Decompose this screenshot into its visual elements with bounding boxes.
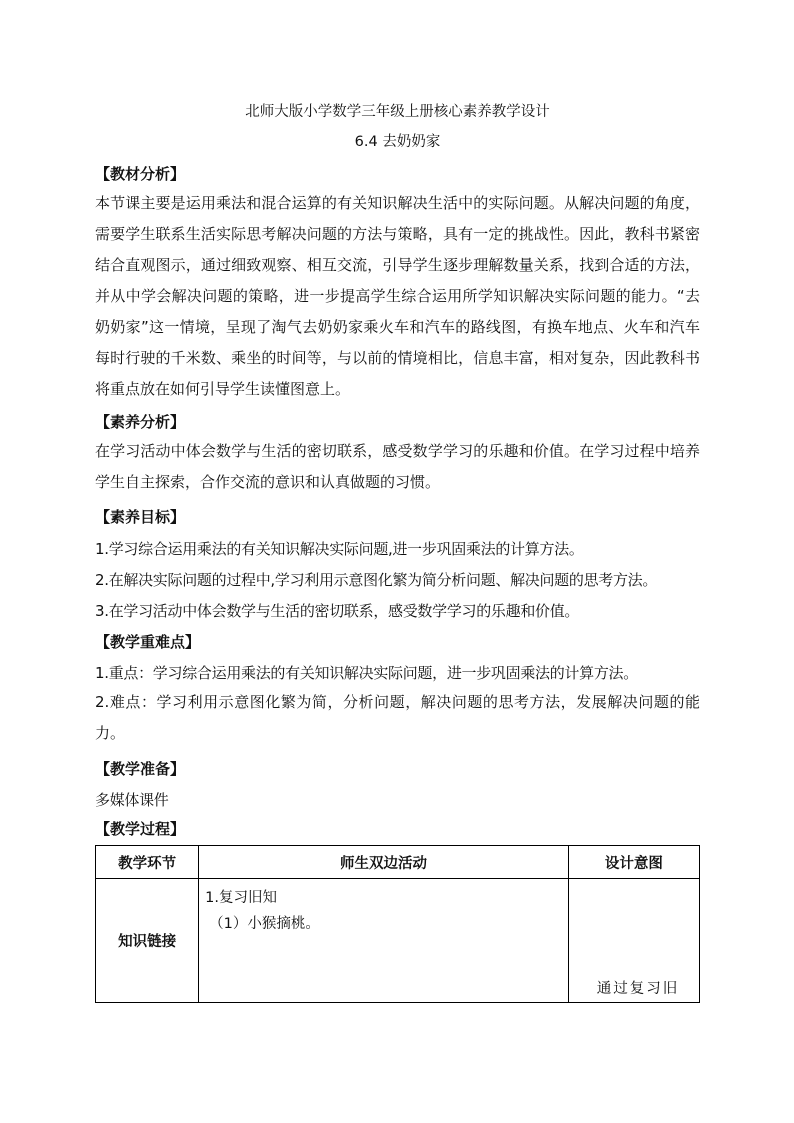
goal-item-2: 2.在解决实际问题的过程中,学习利用示意图化繁为简分析问题、解决问题的思考方法。 xyxy=(95,571,658,589)
key-point-item: 1.重点：学习综合运用乘法的有关知识解决实际问题，进一步巩固乘法的计算方法。 xyxy=(95,664,638,682)
section-cell: 知识链接 xyxy=(96,879,199,1003)
heading-literacy-goals: 【素养目标】 xyxy=(95,508,186,526)
teaching-prep-text: 多媒体课件 xyxy=(95,791,169,809)
difficult-point-item: 2.难点：学习利用示意图化繁为简，分析问题，解决问题的思考方法，发展解决问题的能力。 xyxy=(95,693,700,742)
goal-item-3: 3.在学习活动中体会数学与生活的密切联系，感受数学学习的乐趣和价值。 xyxy=(95,602,580,620)
heading-textbook-analysis: 【教材分析】 xyxy=(95,165,186,183)
intent-cell: 通过复习旧 xyxy=(568,879,699,1003)
table-row xyxy=(96,879,700,1003)
activity-line: 1.复习旧知 xyxy=(205,890,277,906)
heading-literacy-analysis: 【素养分析】 xyxy=(95,413,186,431)
heading-teaching-process: 【教学过程】 xyxy=(95,820,186,838)
heading-key-difficult-points: 【教学重难点】 xyxy=(95,633,201,651)
textbook-analysis-paragraph: 本节课主要是运用乘法和混合运算的有关知识解决生活中的实际问题。从解决问题的角度，需要学生联系生活实际思考解决问题的方法与策略，具有一定的挑战性。因此，教科书紧密结合直观图示，通过细致观察、相互交流，引导学生逐步理解数量关系，找到合适的方法，并从中学会解决问题的策略，进一步提高学生综合运用所学知识解决实际问题的能力。“去奶奶家”这一情境，呈现了淘气去奶奶家乘火车和汽车的路线图，有换车地点、火车和汽车每时行驶的千米数、乘坐的时间等，与以前的情境相比，信息丰富，相对复杂，因此教科书将重点放在如何引导学生读懂图意上。 xyxy=(95,194,700,398)
literacy-analysis-paragraph: 在学习活动中体会数学与生活的密切联系，感受数学学习的乐趣和价值。在学习过程中培养学生自主探索，合作交流的意识和认真做题的习惯。 xyxy=(95,442,700,491)
column-header-activity: 师生双边活动 xyxy=(199,846,569,879)
table-header-row xyxy=(96,846,700,879)
column-header-intent: 设计意图 xyxy=(568,846,699,879)
heading-teaching-prep: 【教学准备】 xyxy=(95,760,186,778)
teaching-process-table xyxy=(95,845,700,1003)
goal-item-1: 1.学习综合运用乘法的有关知识解决实际问题,进一步巩固乘法的计算方法。 xyxy=(95,540,584,558)
column-header-section: 教学环节 xyxy=(96,846,199,879)
lesson-subtitle: 6.4 去奶奶家 xyxy=(354,134,441,150)
activity-line: （1）小猴摘桃。 xyxy=(209,916,320,932)
activity-cell xyxy=(199,879,569,1003)
document-title: 北师大版小学数学三年级上册核心素养教学设计 xyxy=(245,104,550,120)
